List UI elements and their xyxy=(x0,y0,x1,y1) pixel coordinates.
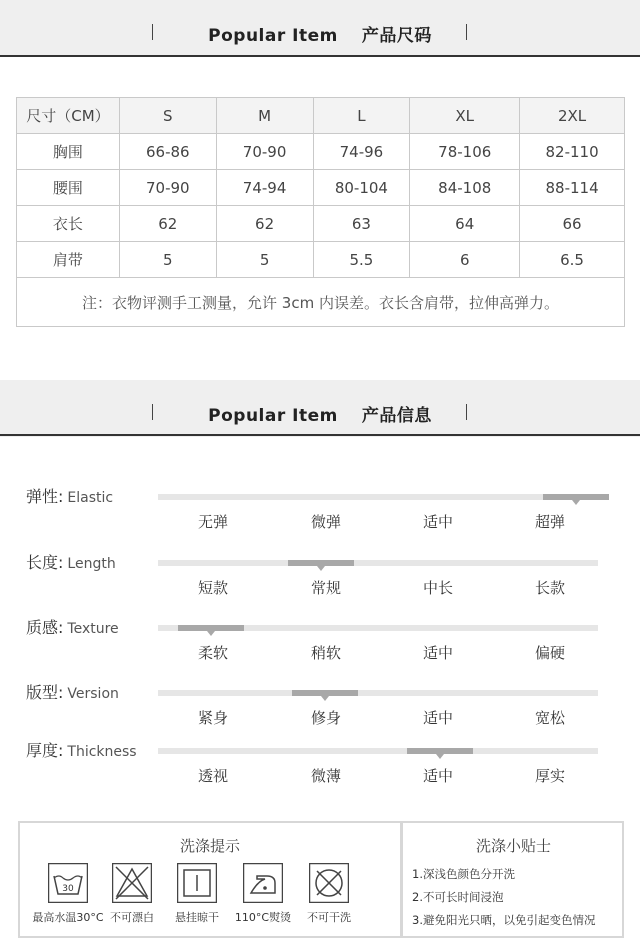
attribute-option: 长款 xyxy=(534,579,565,597)
attribute-option: 稍软 xyxy=(310,644,341,662)
attribute-track xyxy=(158,690,598,696)
attribute-label-en: Thickness xyxy=(67,744,137,760)
attribute-label-en: Elastic xyxy=(67,490,114,506)
info-section-title-en: Popular Item xyxy=(208,406,338,426)
attribute-option: 紧身 xyxy=(197,709,228,727)
attribute-option: 适中 xyxy=(422,709,453,727)
tip-item: 1.深浅色颜色分开洗 xyxy=(412,867,515,881)
care-caption: 悬挂晾干 xyxy=(175,911,219,924)
table-cell: 63 xyxy=(313,206,410,242)
tips-list xyxy=(412,863,595,932)
tips-title: 洗涤小贴士 xyxy=(475,837,551,855)
size-table-header: 尺寸（CM） xyxy=(17,98,120,134)
care-caption: 最高水温30°C xyxy=(32,911,104,924)
attribute-track xyxy=(158,625,598,631)
attribute-label xyxy=(26,680,119,703)
attribute-option: 柔软 xyxy=(197,644,228,662)
table-cell: 70-90 xyxy=(119,170,216,206)
table-row xyxy=(17,170,625,206)
no-dry-clean-icon xyxy=(309,863,349,903)
attribute-option: 中长 xyxy=(422,579,453,597)
care-caption: 不可干洗 xyxy=(307,911,351,924)
no-bleach-icon xyxy=(112,863,152,903)
table-row xyxy=(17,206,625,242)
attribute-label-cn: 弹性: xyxy=(26,487,64,506)
attribute-row-texture xyxy=(0,618,640,681)
table-cell: 6 xyxy=(410,242,520,278)
size-section-rule xyxy=(0,55,640,57)
table-cell: 5 xyxy=(119,242,216,278)
attribute-label xyxy=(26,550,116,573)
attribute-option: 适中 xyxy=(422,767,453,785)
size-table-header: L xyxy=(313,98,410,134)
care-item xyxy=(225,863,301,925)
washing-panel xyxy=(18,821,624,938)
attribute-marker xyxy=(407,748,473,754)
table-cell: 6.5 xyxy=(520,242,625,278)
table-cell: 80-104 xyxy=(313,170,410,206)
table-cell: 66 xyxy=(520,206,625,242)
table-cell: 74-94 xyxy=(216,170,313,206)
attribute-track xyxy=(158,560,598,566)
attribute-row-thickness xyxy=(0,741,640,804)
attribute-track xyxy=(158,748,598,754)
table-cell: 88-114 xyxy=(520,170,625,206)
table-cell: 肩带 xyxy=(17,242,120,278)
table-cell: 64 xyxy=(410,206,520,242)
size-table-note: 注：衣物评测手工测量，允许 3cm 内误差。衣长含肩带，拉伸高弹力。 xyxy=(17,278,625,327)
attribute-option: 短款 xyxy=(197,579,228,597)
attribute-option: 适中 xyxy=(422,513,453,531)
info-section-title xyxy=(0,401,640,426)
info-section-header xyxy=(0,380,640,437)
attribute-option: 适中 xyxy=(422,644,453,662)
attribute-label-en: Texture xyxy=(67,621,119,637)
size-table xyxy=(16,97,625,327)
line-dry-icon xyxy=(177,863,217,903)
info-section-rule xyxy=(0,434,640,436)
attribute-marker xyxy=(543,494,609,500)
tip-item: 2.不可长时间浸泡 xyxy=(412,890,504,904)
tip-item: 3.避免阳光只晒，以免引起变色情况 xyxy=(412,913,596,927)
marker-pointer xyxy=(436,754,444,759)
table-row xyxy=(17,242,625,278)
attribute-option: 无弹 xyxy=(197,513,228,531)
size-section-title xyxy=(0,21,640,46)
table-cell: 5 xyxy=(216,242,313,278)
table-cell: 衣长 xyxy=(17,206,120,242)
table-cell: 66-86 xyxy=(119,134,216,170)
care-item xyxy=(159,863,235,925)
attribute-label-en: Length xyxy=(67,556,116,572)
header-divider-right xyxy=(466,24,467,40)
attribute-row-elastic xyxy=(0,487,640,550)
attribute-option: 微弹 xyxy=(310,513,341,531)
attribute-marker xyxy=(178,625,244,631)
attribute-label-cn: 版型: xyxy=(26,683,64,702)
attribute-option: 厚实 xyxy=(534,767,565,785)
attribute-option: 偏硬 xyxy=(534,644,565,662)
size-table-header: XL xyxy=(410,98,520,134)
attribute-marker xyxy=(292,690,358,696)
attribute-label xyxy=(26,484,113,507)
attribute-label-cn: 长度: xyxy=(26,553,64,572)
attribute-option: 微薄 xyxy=(310,767,341,785)
table-cell: 腰围 xyxy=(17,170,120,206)
table-cell: 胸围 xyxy=(17,134,120,170)
table-row xyxy=(17,134,625,170)
attribute-option: 超弹 xyxy=(534,513,565,531)
care-item xyxy=(291,863,367,925)
table-cell: 62 xyxy=(216,206,313,242)
wash-30-icon xyxy=(48,863,88,903)
marker-pointer xyxy=(321,696,329,701)
attribute-option: 修身 xyxy=(310,709,341,727)
attribute-row-length xyxy=(0,553,640,616)
size-table-note-row xyxy=(17,278,625,327)
size-section-title-cn: 产品尺码 xyxy=(361,26,432,46)
attribute-label-cn: 质感: xyxy=(26,618,64,637)
iron-110-icon xyxy=(243,863,283,903)
table-cell: 74-96 xyxy=(313,134,410,170)
marker-pointer xyxy=(207,631,215,636)
table-cell: 82-110 xyxy=(520,134,625,170)
size-table-header: M xyxy=(216,98,313,134)
table-cell: 78-106 xyxy=(410,134,520,170)
size-table-header: 2XL xyxy=(520,98,625,134)
info-section-title-cn: 产品信息 xyxy=(361,406,432,426)
washing-title: 洗涤提示 xyxy=(179,837,240,855)
header-divider-right xyxy=(466,404,467,420)
table-cell: 5.5 xyxy=(313,242,410,278)
size-section-header xyxy=(0,0,640,57)
attribute-track xyxy=(158,494,598,500)
attribute-label-en: Version xyxy=(67,686,119,702)
table-cell: 70-90 xyxy=(216,134,313,170)
attribute-label-cn: 厚度: xyxy=(26,741,64,760)
attribute-label xyxy=(26,615,119,638)
attribute-option: 宽松 xyxy=(534,709,565,727)
table-cell: 62 xyxy=(119,206,216,242)
attribute-marker xyxy=(288,560,354,566)
size-section-title-en: Popular Item xyxy=(208,26,338,46)
care-caption: 110°C熨烫 xyxy=(234,911,292,924)
care-caption: 不可漂白 xyxy=(110,911,154,924)
marker-pointer xyxy=(572,500,580,505)
marker-pointer xyxy=(317,566,325,571)
attribute-label xyxy=(26,738,137,761)
attribute-option: 常规 xyxy=(310,579,341,597)
table-cell: 84-108 xyxy=(410,170,520,206)
size-table-header: S xyxy=(119,98,216,134)
size-table-header-row xyxy=(17,98,625,134)
wash-temp-label: 30 xyxy=(62,884,74,894)
attribute-option: 透视 xyxy=(197,767,228,785)
